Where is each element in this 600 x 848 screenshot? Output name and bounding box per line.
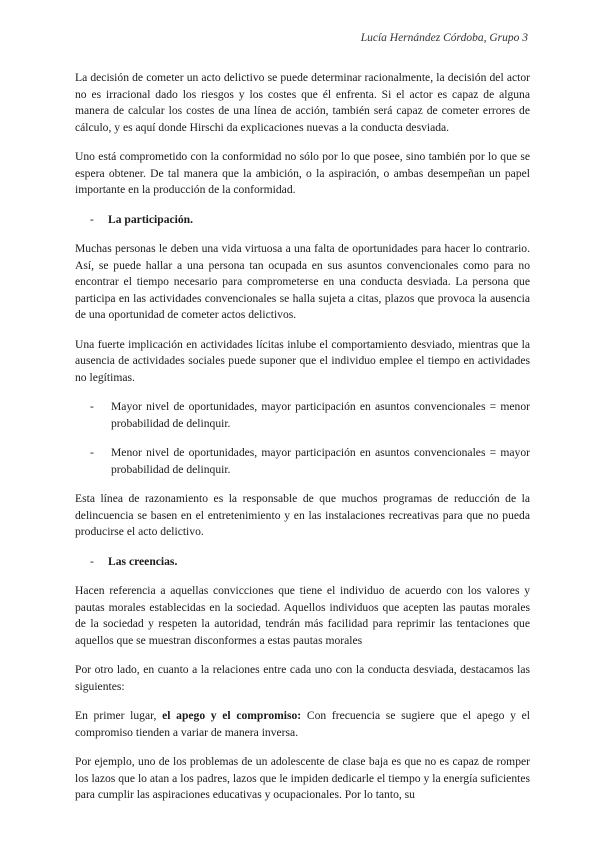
section-heading-label: La participación. (108, 212, 194, 226)
paragraph: Uno está comprometido con la conformidad no sólo por lo que posee, sino también por lo que se espera obtener. De tal manera que la ambición, o la aspiración, o ambas desempeñan un papel importante en la producción de la conformidad. (75, 150, 530, 196)
paragraph: La decisión de cometer un acto delictivo se puede determinar racionalmente, la decisión del actor no es irracional dado los riesgos y los costes que él enfrenta. Si el actor es capaz de alguna manera de calcular los costes de una línea de acción, también será capaz de cometer errores de cálculo, y es aquí donde Hirschi da explicaciones nuevas a la conducta desviada. (75, 71, 530, 134)
paragraph: Por ejemplo, uno de los problemas de un adolescente de clase baja es que no es capaz de romper los lazos que lo atan a los padres, lazos que le impiden dedicarle el tiempo y la energía suficientes para cumplir las aspiraciones educativas y ocupacionales. Por lo tanto, su (75, 755, 530, 801)
paragraph: Muchas personas le deben una vida virtuosa a una falta de oportunidades para hacer lo contrario. Así, se puede hallar a una persona tan ocupada en sus asuntos convencionales como para no encontrar el tiempo necesario para comprometerse en una conducta desviada. La persona que participa en las actividades convencionales se halla sujeta a citas, plazos que provoca la ausencia de una oportunidad de cometer actos delictivos. (75, 242, 530, 321)
bullet-dash: - (90, 400, 94, 413)
paragraph: Hacen referencia a aquellas convicciones que tiene el individuo de acuerdo con los valores y pautas morales establecidas en la sociedad. Aquellos individuos que acepten las pautas morales de la sociedad y respeten la autoridad, tendrán más facilidad para reprimir las tentaciones que aquellos que se muestran disconformes a estas pautas morales (75, 584, 530, 647)
section-heading-creencias (75, 554, 530, 571)
bullet-dash: - (90, 212, 94, 226)
paragraph-lead: En primer lugar, (75, 709, 163, 722)
paragraph (75, 708, 530, 741)
page-header: Lucía Hernández Córdoba, Grupo 3 (360, 32, 528, 44)
bold-term: el apego y el compromiso: (162, 709, 302, 722)
paragraph: Una fuerte implicación en actividades lícitas inlube el comportamiento desviado, mientras que la ausencia de actividades sociales puede suponer que el individuo emplee el tiempo en actividades no legítimas. (75, 337, 530, 384)
paragraph: Esta línea de razonamiento es la responsable de que muchos programas de reducción de la delincuencia se basen en el entretenimiento y en las instalaciones recreativas para que no pueda producirse el acto delictivo. (75, 492, 530, 538)
section-heading-label: Las creencias. (108, 554, 178, 568)
document-body (75, 70, 530, 817)
section-heading-participacion (75, 212, 530, 229)
list-item (75, 399, 530, 432)
paragraph: Por otro lado, en cuanto a la relaciones entre cada uno con la conducta desviada, destacamos las siguientes: (75, 663, 530, 693)
list-item-text: Menor nivel de oportunidades, mayor participación en asuntos convencionales = mayor probabilidad de delinquir. (111, 446, 530, 476)
bullet-dash: - (90, 554, 94, 568)
paragraph-rest: Con frecuencia se sugiere que el apego y el compromiso tienden a variar de manera inversa. (75, 709, 530, 739)
list-item (75, 445, 530, 478)
list-item-text: Mayor nivel de oportunidades, mayor participación en asuntos convencionales = menor probabilidad de delinquir. (111, 400, 530, 430)
bullet-dash: - (90, 446, 94, 459)
